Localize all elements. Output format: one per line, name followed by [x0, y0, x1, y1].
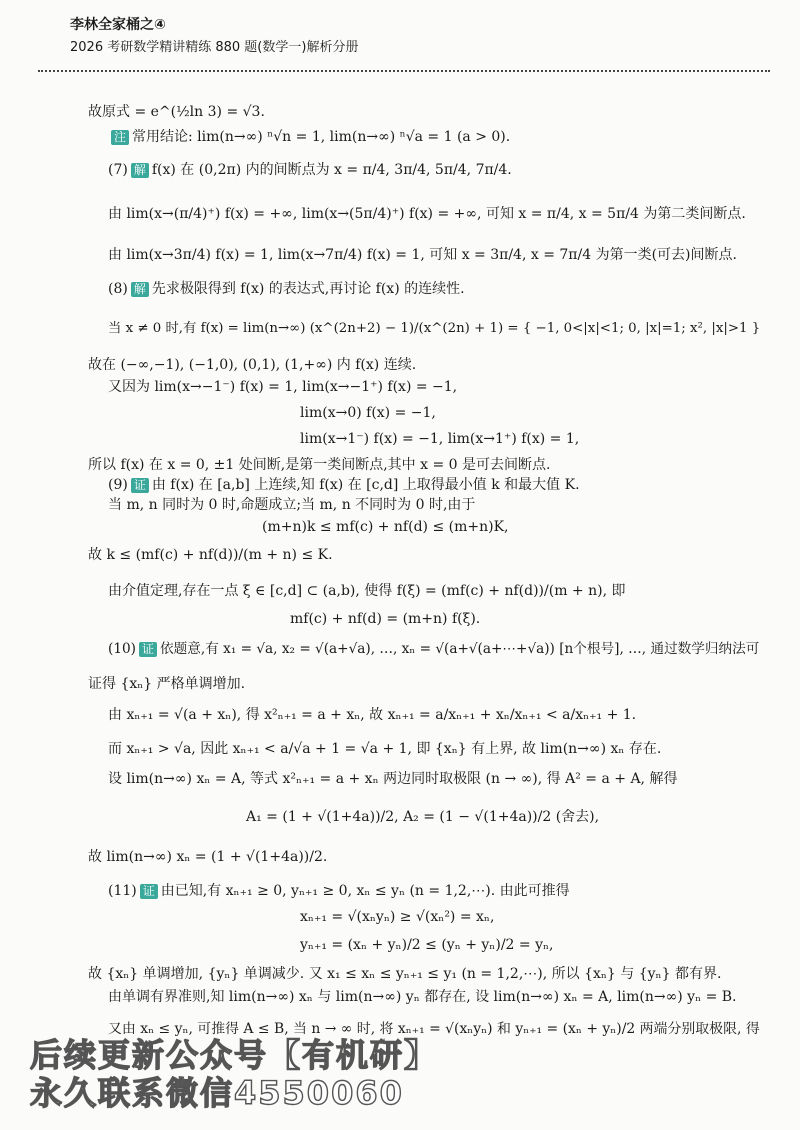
text-line	[108, 248, 737, 263]
line-text: 由单调有界准则,知 lim(n→∞) xₙ 与 lim(n→∞) yₙ 都存在, 设 lim(n→∞) xₙ = A, lim(n→∞) yₙ = B.	[108, 989, 737, 1005]
text-line	[108, 884, 570, 899]
text-line	[262, 520, 508, 535]
line-text: 常用结论: lim(n→∞) ⁿ√n = 1, lim(n→∞) ⁿ√a = 1 (a > 0).	[132, 129, 511, 145]
text-line	[108, 322, 760, 337]
page-header	[70, 14, 358, 55]
header-series: 李林全家桶之④	[70, 17, 166, 33]
text-line	[300, 910, 494, 925]
line-text-rest: f(x) 在 (0,2π) 内的间断点为 x = π/4, 3π/4, 5π/4, 7π/4.	[151, 162, 512, 178]
line-text: 又由 xₙ ≤ yₙ, 可推得 A ≤ B, 当 n → ∞ 时, 将 xₙ₊₁ = √(xₙyₙ) 和 yₙ₊₁ = (xₙ + yₙ)/2 两端分别取极限, 得	[108, 1021, 760, 1037]
line-text: (9)	[108, 477, 128, 493]
line-text: (7)	[108, 162, 128, 178]
line-text-rest: 由已知,有 xₙ₊₁ ≥ 0, yₙ₊₁ ≥ 0, xₙ ≤ yₙ (n = 1,2,⋯). 由此可推得	[160, 883, 570, 899]
line-text: 故 {xₙ} 单调增加, {yₙ} 单调减少. 又 x₁ ≤ xₙ ≤ yₙ₊₁ ≤ y₁ (n = 1,2,⋯), 所以 {xₙ} 与 {yₙ} 都有界.	[88, 966, 722, 982]
watermark-line-2: 永久联系微信4550060	[30, 1074, 404, 1112]
line-text-rest: 由 f(x) 在 [a,b] 上连续,知 f(x) 在 [c,d] 上取得最小值 k 和最大值 K.	[151, 477, 580, 493]
line-text: lim(x→0) f(x) = −1,	[300, 405, 436, 421]
line-text-rest: 依题意,有 x₁ = √a, x₂ = √(a+√a), …, xₙ = √(a+√(a+⋯+√a)) [n个根号], …, 通过数学归纳法可	[159, 641, 760, 657]
text-line	[108, 163, 512, 178]
text-line	[88, 548, 333, 563]
line-text-rest: 先求极限得到 f(x) 的表达式,再讨论 f(x) 的连续性.	[151, 281, 465, 297]
solution-tag: 解	[131, 163, 149, 178]
line-text: (11)	[108, 883, 137, 899]
line-text: yₙ₊₁ = (xₙ + yₙ)/2 ≤ (yₙ + yₙ)/2 = yₙ,	[300, 937, 554, 953]
text-line	[88, 850, 327, 865]
text-line	[88, 105, 265, 120]
line-text: 故在 (−∞,−1), (−1,0), (0,1), (1,+∞) 内 f(x) 连续.	[88, 357, 417, 373]
line-text: 由介值定理,存在一点 ξ ∈ [c,d] ⊂ (a,b), 使得 f(ξ) = (mf(c) + nf(d))/(m + n), 即	[108, 583, 626, 599]
text-line	[88, 677, 245, 692]
text-line	[108, 708, 636, 723]
text-line	[300, 938, 553, 953]
line-text: 故原式 = e^(½ln 3) = √3.	[88, 104, 265, 120]
line-text: 由 xₙ₊₁ = √(a + xₙ), 得 x²ₙ₊₁ = a + xₙ, 故 xₙ₊₁ = a/xₙ₊₁ + xₙ/xₙ₊₁ < a/xₙ₊₁ + 1.	[108, 707, 637, 723]
text-line	[108, 130, 510, 145]
text-line	[246, 810, 599, 825]
text-line	[108, 207, 746, 222]
text-line	[88, 458, 550, 473]
text-line	[108, 742, 661, 757]
text-line	[108, 642, 759, 657]
solution-tag: 证	[139, 642, 157, 657]
line-text: 证得 {xₙ} 严格单调增加.	[88, 676, 246, 692]
line-text: 设 lim(n→∞) xₙ = A, 等式 x²ₙ₊₁ = a + xₙ 两边同时取极限 (n → ∞), 得 A² = a + A, 解得	[108, 771, 678, 787]
watermark-line-1: 后续更新公众号【有机研】	[30, 1036, 439, 1074]
line-text: 又因为 lim(x→−1⁻) f(x) = 1, lim(x→−1⁺) f(x) = −1,	[108, 379, 458, 395]
line-text: lim(x→1⁻) f(x) = −1, lim(x→1⁺) f(x) = 1,	[300, 431, 580, 447]
line-text: 所以 f(x) 在 x = 0, ±1 处间断,是第一类间断点,其中 x = 0 是可去间断点.	[88, 457, 551, 473]
line-text: 故 k ≤ (mf(c) + nf(d))/(m + n) ≤ K.	[88, 547, 333, 563]
solution-tag: 证	[140, 884, 158, 899]
text-line	[108, 478, 580, 493]
header-title: 2026 考研数学精讲精练 880 题(数学一)解析分册	[70, 40, 359, 55]
line-text: 当 x ≠ 0 时,有 f(x) = lim(n→∞) (x^(2n+2) − 1)/(x^(2n) + 1) = { −1, 0<|x|<1; 0, |x|=1; x², |x|>1 }	[108, 321, 761, 336]
text-line	[88, 358, 416, 373]
text-line	[300, 432, 579, 447]
text-line	[108, 990, 737, 1005]
text-line	[108, 584, 626, 599]
line-text: 当 m, n 同时为 0 时,命题成立;当 m, n 不同时为 0 时,由于	[108, 497, 476, 513]
line-text: 由 lim(x→(π/4)⁺) f(x) = +∞, lim(x→(5π/4)⁺) f(x) = +∞, 可知 x = π/4, x = 5π/4 为第二类间断点.	[108, 206, 746, 222]
line-text: (8)	[108, 281, 128, 297]
header-divider	[38, 70, 770, 72]
text-line	[300, 406, 436, 421]
line-text: mf(c) + nf(d) = (m+n) f(ξ).	[290, 611, 481, 627]
text-line	[108, 772, 677, 787]
solution-tag: 解	[131, 282, 149, 297]
line-text: 而 xₙ₊₁ > √a, 因此 xₙ₊₁ < a/√a + 1 = √a + 1, 即 {xₙ} 有上界, 故 lim(n→∞) xₙ 存在.	[108, 741, 662, 757]
text-line	[108, 498, 475, 513]
solution-tag: 证	[131, 478, 149, 493]
line-text: A₁ = (1 + √(1+4a))/2, A₂ = (1 − √(1+4a))/2 (舍去),	[246, 809, 600, 825]
line-text: (m+n)k ≤ mf(c) + nf(d) ≤ (m+n)K,	[262, 519, 509, 535]
text-line	[108, 282, 465, 297]
note-tag: 注	[111, 130, 129, 145]
text-line	[108, 380, 457, 395]
line-text: xₙ₊₁ = √(xₙyₙ) ≥ √(xₙ²) = xₙ,	[300, 909, 495, 925]
text-line	[290, 612, 480, 627]
line-text: 由 lim(x→3π/4) f(x) = 1, lim(x→7π/4) f(x) = 1, 可知 x = 3π/4, x = 7π/4 为第一类(可去)间断点.	[108, 247, 737, 263]
text-line	[88, 967, 721, 982]
line-text: (10)	[108, 641, 136, 657]
line-text: 故 lim(n→∞) xₙ = (1 + √(1+4a))/2.	[88, 849, 328, 865]
